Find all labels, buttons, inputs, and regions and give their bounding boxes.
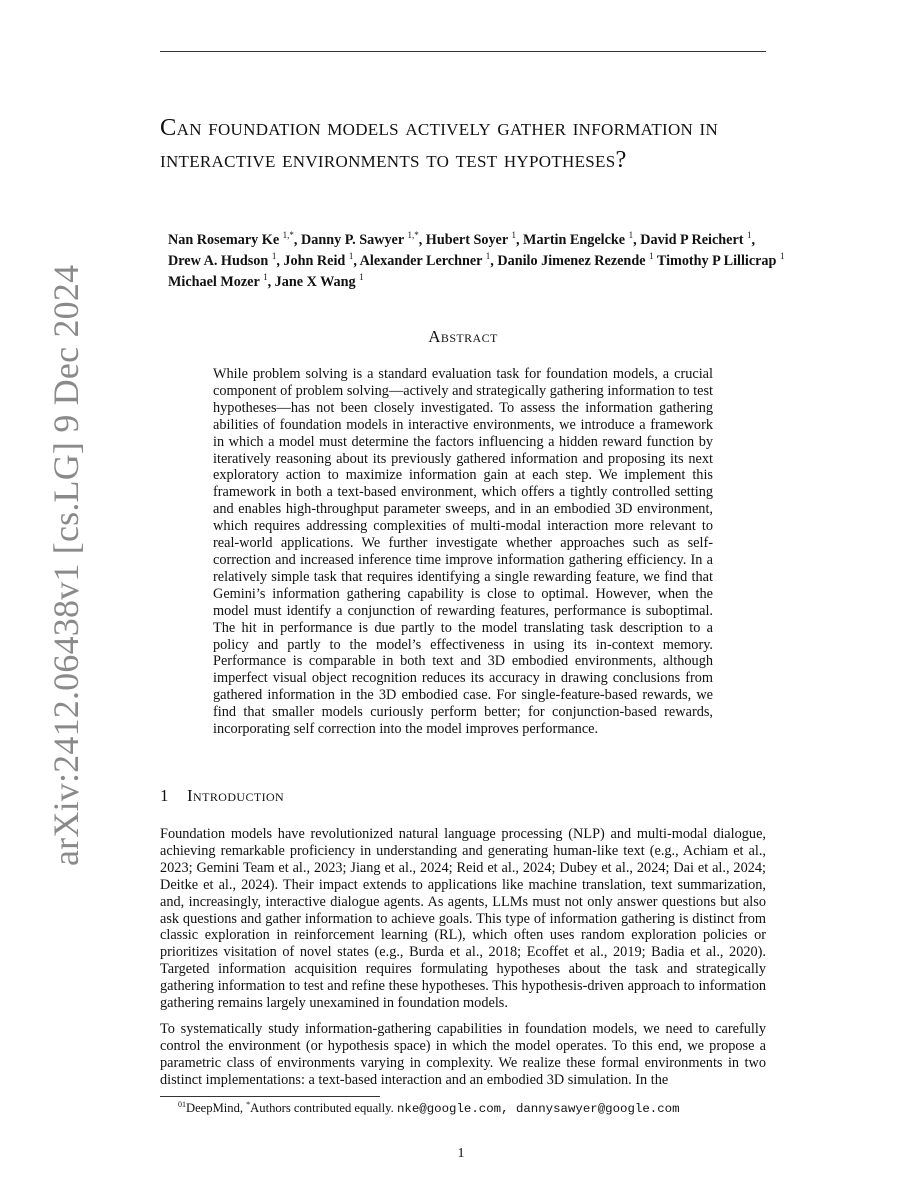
section-title: Introduction	[187, 786, 285, 805]
author-name: Nan Rosemary Ke	[168, 232, 280, 248]
author-affiliation-marker: 1	[779, 251, 785, 261]
paper-title: Can foundation models actively gather information in interactive environments to test hypotheses?	[160, 114, 719, 173]
footnote-emails[interactable]: nke@google.com, dannysawyer@google.com	[396, 1102, 680, 1116]
author-affiliation-marker: 1,*	[407, 230, 419, 240]
abstract-text: While problem solving is a standard evaluation task for foundation models, a crucial component of problem solving—actively and strategically gathering information to test hypotheses—has not been closely investigated. To assess the information gathering abilities of foundation models in interactive environments, we introduce a framework in which a model must determine the factors influencing a hidden reward function by iteratively reasoning about its previously gathered information and proposing its next exploratory action to maximize information gain at each step. We implement this framework in both a text-based environment, which offers a tightly controlled setting and enables high-throughput parameter sweeps, and in an embodied 3D environment, which requires addressing complexities of multi-modal interaction more relevant to real-world applications. We further investigate whether approaches such as self-correction and increased inference time improve information gathering efficiency. In a relatively simple task that requires identifying a single rewarding feature, we find that Gemini’s information gathering capability is close to optimal. However, when the model must identify a conjunction of rewarding features, performance is suboptimal. The hit in performance is due partly to the model translating task description to a policy and partly to the model’s effectiveness in using its in-context memory. Performance is comparable in both text and 3D embodied environments, although imperfect visual object recognition reduces its accuracy in drawing conclusions from gathered information in the 3D embodied case. For single-feature-based rewards, we find that smaller models curiously perform better; for conjunction-based rewards, incorporating self correction into the model improves performance.	[213, 366, 713, 738]
footnote-rule	[160, 1096, 380, 1097]
arxiv-identifier-stamp: arXiv:2412.06438v1 [cs.LG] 9 Dec 2024	[46, 264, 86, 866]
intro-paragraph-2: To systematically study information-gathering capabilities in foundation models, we need to carefully control the environment (or hypothesis space) in which the model operates. To this end, we propose a parametric class of environments varying in complexity. We realize these formal environments in two distinct implementations: a text-based interaction and an embodied 3D simulation. In the	[160, 1021, 766, 1088]
footnote-affiliation: DeepMind	[186, 1101, 240, 1115]
footnote-star: *	[246, 1100, 251, 1109]
footnote: $^{01}$DeepMind, *Authors contributed equally. nke@google.com, dannysawyer@google.com	[178, 1100, 680, 1116]
top-rule	[160, 51, 766, 52]
author-list: Nan Rosemary Ke $^{1,*}$, Danny P. Sawyer $^{1,*}$, Hubert Soyer $^1$, Martin Engelcke $^1$, David P Reichert $^1$, Drew A. Hudson $^1$, John Reid $^1$, Alexander Lerchner $^1$, Danilo Jimenez Rezende $^1$ Timothy P Lillicrap $^1$ Michael Mozer $^1$, Jane X Wang $^1$	[168, 230, 785, 290]
section-number: 1	[160, 786, 169, 805]
author-affiliation-marker: 1	[359, 272, 364, 282]
author-name: David P Reichert	[640, 232, 744, 248]
author-affiliation-marker: 1,*	[282, 230, 294, 240]
author-name: Jane X Wang	[274, 274, 356, 290]
author-name: Hubert Soyer	[425, 232, 508, 248]
author-name: Martin Engelcke	[523, 232, 626, 248]
author-name: Drew A. Hudson	[168, 253, 269, 269]
author-affiliation-marker: 1	[348, 251, 354, 261]
author-name: Michael Mozer	[168, 274, 260, 290]
page-number: 1	[457, 1146, 465, 1161]
footnote-note: Authors contributed equally.	[250, 1101, 394, 1115]
author-name: Timothy P Lillicrap	[656, 253, 777, 269]
author-affiliation-marker: 1	[263, 272, 268, 282]
author-name: Danny P. Sawyer	[301, 232, 404, 248]
abstract-heading: Abstract	[428, 327, 498, 346]
author-name: John Reid	[283, 253, 346, 269]
footnote-marker: 01	[178, 1100, 186, 1109]
section-heading-introduction	[160, 786, 284, 806]
author-name: Alexander Lerchner	[359, 253, 483, 269]
author-name: Danilo Jimenez Rezende	[497, 253, 646, 269]
author-affiliation-marker: 1	[628, 230, 634, 240]
author-affiliation-marker: 1	[747, 230, 752, 240]
author-affiliation-marker: 1	[271, 251, 277, 261]
author-affiliation-marker: 1	[649, 251, 654, 261]
author-affiliation-marker: 1	[485, 251, 491, 261]
author-affiliation-marker: 1	[511, 230, 516, 240]
intro-paragraph-1: Foundation models have revolutionized natural language processing (NLP) and multi-modal dialogue, achieving remarkable proficiency in understanding and generating human-like text (e.g., Achiam et al., 2023; Gemini Team et al., 2023; Jiang et al., 2024; Reid et al., 2024; Dubey et al., 2024; Dai et al., 2024; Deitke et al., 2024). Their impact extends to applications like machine translation, text summarization, and, increasingly, interactive dialogue agents. As agents, LLMs must not only answer questions but also ask questions and gather information to achieve goals. This type of information gathering is distinct from classic exploration in reinforcement learning (RL), which often uses random exploration policies or prioritizes visitation of novel states (e.g., Burda et al., 2018; Ecoffet et al., 2019; Badia et al., 2020). Targeted information acquisition requires formulating hypotheses about the task and strategically gathering information to test and refine these hypotheses. This hypothesis-driven approach to information gathering remains largely unexamined in foundation models.	[160, 826, 766, 1012]
